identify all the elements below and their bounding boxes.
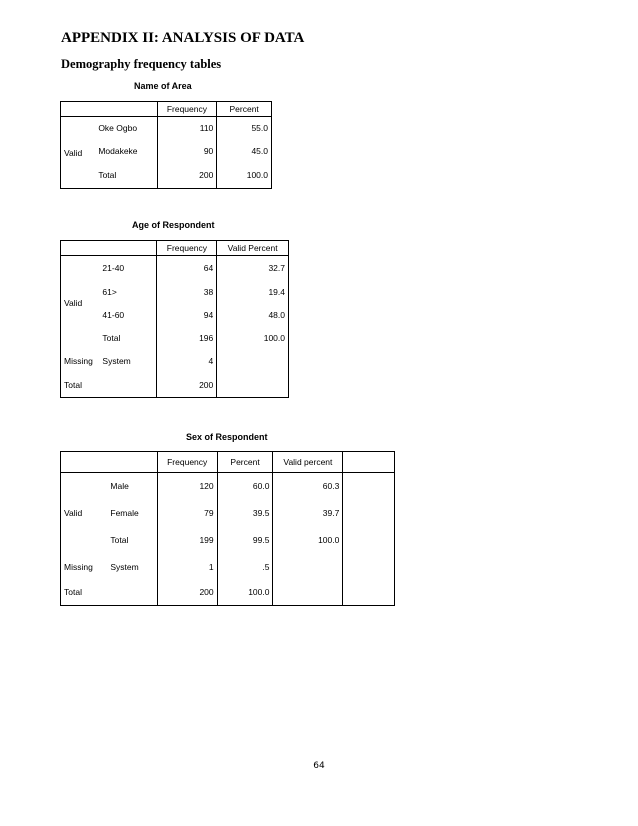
table-sex-header-blank — [343, 452, 395, 473]
page-number: 64 — [313, 761, 325, 771]
empty-cell — [273, 554, 343, 580]
table-area-group-valid: Valid — [64, 147, 83, 158]
table-age-header-valid-percent: Valid Percent — [227, 243, 278, 253]
empty-cell — [99, 373, 157, 398]
empty-cell — [273, 580, 343, 606]
empty-cell — [343, 527, 395, 554]
table-cell-frequency: 120 — [157, 473, 217, 500]
table-row-label: Modakeke — [95, 140, 157, 163]
table-cell-percent: 100.0 — [217, 580, 273, 606]
table-area — [60, 101, 272, 189]
table-sex-total-label: Total — [64, 587, 82, 598]
table-cell-frequency: 200 — [157, 580, 217, 606]
table-sex — [60, 451, 395, 606]
table-sex-group-valid: Valid — [64, 508, 83, 519]
table-cell-frequency: 110 — [157, 117, 217, 140]
table-age-corner — [61, 241, 157, 256]
table-row-label: 21-40 — [99, 256, 157, 281]
table-row-label: Total — [95, 163, 157, 189]
table-cell-frequency: 200 — [157, 163, 217, 189]
table-age-header-frequency: Frequency — [157, 241, 217, 256]
table-cell-percent: 99.5 — [217, 527, 273, 554]
table-row-label: Female — [107, 500, 157, 527]
table-cell-frequency: 196 — [157, 327, 217, 350]
table-row-label: Total — [99, 327, 157, 350]
table-cell-valid-percent: 100.0 — [263, 333, 285, 343]
table-cell-frequency: 79 — [157, 500, 217, 527]
table-cell-percent: 45.0 — [251, 146, 268, 156]
table-sex-corner — [61, 452, 158, 473]
table-row-label: System — [99, 350, 157, 373]
table-cell-valid-percent: 39.7 — [273, 500, 343, 527]
empty-cell — [107, 580, 157, 606]
empty-cell — [217, 373, 289, 398]
table-age-group-missing: Missing — [64, 356, 93, 366]
table-cell-percent: 100.0 — [246, 170, 268, 181]
table-cell-valid-percent: 32.7 — [268, 263, 285, 274]
table-area-header-percent: Percent — [229, 104, 259, 114]
table-cell-frequency: 64 — [157, 256, 217, 281]
empty-cell — [343, 554, 395, 580]
table-cell-valid-percent: 48.0 — [268, 310, 285, 320]
table-area-caption: Name of Area — [134, 81, 192, 91]
table-row-label: System — [107, 554, 157, 580]
table-cell-frequency: 1 — [157, 554, 217, 580]
table-cell-valid-percent: 19.4 — [268, 287, 285, 297]
table-cell-percent: 60.0 — [217, 473, 273, 500]
table-row-label: 41-60 — [99, 304, 157, 327]
empty-cell — [343, 473, 395, 500]
demography-subheading: Demography frequency tables — [61, 57, 222, 71]
table-sex-group-missing: Missing — [64, 561, 93, 572]
table-cell-frequency: 4 — [157, 350, 217, 373]
table-row-label: 61> — [99, 281, 157, 304]
table-row-label: Oke Ogbo — [95, 117, 157, 140]
table-cell-percent: 39.5 — [217, 500, 273, 527]
table-sex-header-percent: Percent — [217, 452, 273, 473]
empty-cell — [343, 500, 395, 527]
table-cell-valid-percent: 60.3 — [273, 473, 343, 500]
table-age — [60, 240, 289, 398]
table-sex-header-valid-percent: Valid percent — [273, 452, 343, 473]
table-age-group-valid: Valid — [64, 297, 83, 308]
table-cell-percent: .5 — [217, 554, 273, 580]
table-sex-caption: Sex of Respondent — [186, 432, 268, 442]
table-row-label: Total — [107, 527, 157, 554]
empty-cell — [343, 580, 395, 606]
table-age-total-label: Total — [64, 379, 82, 390]
table-age-caption: Age of Respondent — [132, 220, 215, 230]
table-area-corner — [61, 102, 158, 117]
table-cell-frequency: 200 — [157, 373, 217, 398]
appendix-heading: APPENDIX II: ANALYSIS OF DATA — [61, 30, 305, 46]
table-cell-frequency: 90 — [157, 140, 217, 163]
table-cell-frequency: 199 — [157, 527, 217, 554]
table-area-header-frequency: Frequency — [157, 102, 217, 117]
empty-cell — [217, 350, 289, 373]
table-cell-percent: 55.0 — [251, 123, 268, 134]
table-sex-header-frequency: Frequency — [157, 452, 217, 473]
table-cell-frequency: 94 — [157, 304, 217, 327]
table-cell-frequency: 38 — [157, 281, 217, 304]
table-cell-valid-percent: 100.0 — [273, 527, 343, 554]
table-row-label: Male — [107, 473, 157, 500]
